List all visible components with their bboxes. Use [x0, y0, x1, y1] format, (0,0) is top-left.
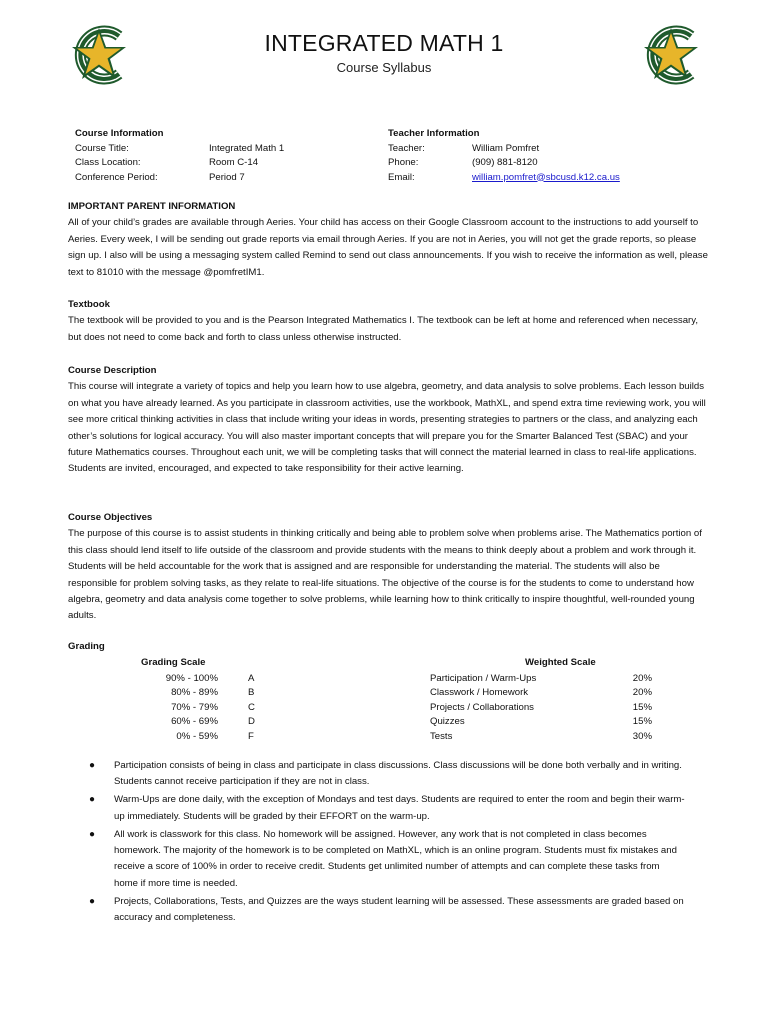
course-title-value: Integrated Math 1: [209, 142, 285, 154]
bullet-icon: ●: [89, 828, 96, 840]
bullet-icon: ●: [89, 895, 96, 907]
list-item: [86, 894, 686, 927]
class-location-value: Room C-14: [209, 157, 259, 168]
weighted-scale-row: [430, 730, 660, 744]
teacher-label: Teacher:: [388, 142, 425, 154]
grading-scale-row: [130, 730, 280, 744]
grading-scale-heading: Grading Scale: [141, 657, 206, 668]
weight-percent: 20%: [632, 673, 652, 684]
course-info-row: [75, 171, 355, 186]
email-link[interactable]: william.pomfret@sbcusd.k12.ca.us: [472, 171, 620, 183]
weight-percent: 30%: [632, 730, 652, 742]
weighted-scale-heading: Weighted Scale: [525, 657, 596, 668]
grade-letter: A: [248, 673, 255, 684]
course-objectives-section: [68, 510, 708, 625]
teacher-info-row: [388, 142, 708, 157]
bullet-text: Projects, Collaborations, Tests, and Quizzes are the ways student learning will be assessed. These assessments are graded based on accuracy and completeness.: [114, 895, 684, 924]
parent-info-section: [68, 199, 708, 281]
grading-scale-row: [130, 701, 280, 715]
weight-category: Projects / Collaborations: [430, 701, 534, 713]
grade-range: 0% - 59%: [176, 730, 218, 742]
email-label: Email:: [388, 171, 415, 183]
weight-percent: 20%: [632, 687, 652, 699]
grade-range: 60% - 69%: [171, 716, 218, 728]
list-item: [86, 758, 686, 791]
course-info-heading: Course Information: [75, 128, 164, 139]
weight-category: Quizzes: [430, 716, 465, 728]
weight-category: Participation / Warm-Ups: [430, 673, 537, 684]
bullet-text: Warm-Ups are done daily, with the exception of Mondays and test days. Students are required to enter the room and begin their warm-up immediately. Students will be graded by their EFFORT on the warm-up.: [114, 794, 685, 822]
list-item: [86, 792, 686, 825]
section-paragraph: This course will integrate a variety of topics and help you learn how to use algebra, geometry, and data analysis to solve problems. Each lesson builds on what you have already learned. As you participate in classroom activities, use the workbook, MathXL, and spend extra time reviewing work, you will see more critical thinking activities in class that include writing your ideas in words, presenting strategies to partners or the class, and analyzing each other’s solutions for logical accuracy. You will also master important concepts that will prepare you for the Smarter Balanced Test (SBAC) and your future Mathematics courses. Throughout each unit, we will be completing tasks that will connect the material learned in class to real-life applications. Students are invited, encouraged, and expected to take responsibility for their active learning.: [68, 381, 706, 475]
section-heading: Textbook: [68, 299, 110, 310]
section-paragraph: The purpose of this course is to assist students in thinking critically and being able to problem solve when problems arise. The Mathematics portion of this class should lend itself to life outside of the classroom and provide students with the means to think deeply about a problem and work through it. Students will be held accountable for the work that is assigned and are responsible for understanding the material. The students will also be responsible for problem solving tasks, as they relate to real-life situations. The objective of the course is for the students to come to understand how algebra, geometry and data analysis come together to solve problems, while learning how to think critically to inspire thoughtful, well-rounded young adults.: [68, 528, 702, 622]
weighted-scale-row: [430, 686, 660, 700]
section-paragraph: All of your child’s grades are available through Aeries. Your child has access on their Google Classroom account to the instructions to add yourself to Aeries. Every week, I will be sending out grade reports via email through Aeries. If you are not in Aeries, you will not get the grade reports, so please sign up. I also will be using a messaging system called Remind to send out class announcements. If you wish to receive the information as well, please text to 81010 with the message @pomfretIM1.: [68, 217, 708, 278]
conference-period-label: Conference Period:: [75, 171, 158, 183]
weighted-scale-row: [430, 672, 660, 686]
phone-value: (909) 881-8120: [472, 157, 538, 168]
phone-label: Phone:: [388, 157, 419, 168]
grade-range: 90% - 100%: [165, 673, 218, 684]
teacher-information: [388, 127, 708, 185]
conference-period-value: Period 7: [209, 171, 245, 183]
course-info-row: [75, 156, 355, 171]
grade-letter: B: [248, 687, 255, 699]
weighted-scale-row: [430, 715, 660, 729]
grading-scale-row: [130, 672, 280, 686]
course-description-section: [68, 363, 708, 478]
course-information: [75, 127, 355, 185]
section-paragraph: The textbook will be provided to you and is the Pearson Integrated Mathematics I. The textbook can be left at home and referenced when necessary, but does not need to come back and forth to class unless otherwise instructed.: [68, 315, 699, 343]
weight-category: Tests: [430, 730, 453, 742]
list-item: [86, 827, 686, 893]
bullet-text: Participation consists of being in class and participate in class discussions. Class discussions will be done both verbally and in writing. Students cannot receive participation if they are not in class.: [114, 760, 682, 788]
grading-notes-list: [86, 758, 686, 928]
class-location-label: Class Location:: [75, 157, 141, 168]
teacher-info-row: [388, 171, 708, 186]
weighted-scale-table: [430, 672, 660, 744]
bullet-text: All work is classwork for this class. No homework will be assigned. However, any work that is not completed in class becomes homework. The majority of the homework is to be completed on MathXL, which is an online program. Students must fix mistakes and receive a score of 100% in order to receive credit. Students get unlimited number of attempts and can complete these tasks from home if more time is needed.: [114, 828, 677, 889]
grading-scale-table: [130, 672, 280, 744]
course-info-row: [75, 142, 355, 157]
grade-letter: C: [248, 701, 255, 713]
grade-letter: D: [248, 716, 255, 728]
grading-scale-row: [130, 715, 280, 729]
weighted-scale-row: [430, 701, 660, 715]
grading-scale-row: [130, 686, 280, 700]
section-heading: Course Description: [68, 365, 157, 376]
teacher-info-heading: Teacher Information: [388, 128, 480, 139]
grade-letter: F: [248, 730, 254, 742]
document-title: INTEGRATED MATH 1: [264, 30, 504, 56]
teacher-info-row: [388, 156, 708, 171]
weight-category: Classwork / Homework: [430, 687, 529, 699]
course-title-label: Course Title:: [75, 142, 129, 154]
document-subtitle: Course Syllabus: [336, 60, 432, 75]
textbook-section: [68, 297, 708, 346]
grading-heading: Grading: [68, 641, 105, 652]
weight-percent: 15%: [632, 701, 652, 713]
grade-range: 80% - 89%: [171, 687, 218, 699]
weight-percent: 15%: [632, 716, 652, 728]
bullet-icon: ●: [89, 760, 96, 771]
bullet-icon: ●: [89, 794, 96, 806]
section-heading: Course Objectives: [68, 512, 153, 523]
grade-range: 70% - 79%: [171, 701, 218, 713]
teacher-name-value: William Pomfret: [472, 142, 540, 154]
section-heading: IMPORTANT PARENT INFORMATION: [68, 201, 236, 212]
